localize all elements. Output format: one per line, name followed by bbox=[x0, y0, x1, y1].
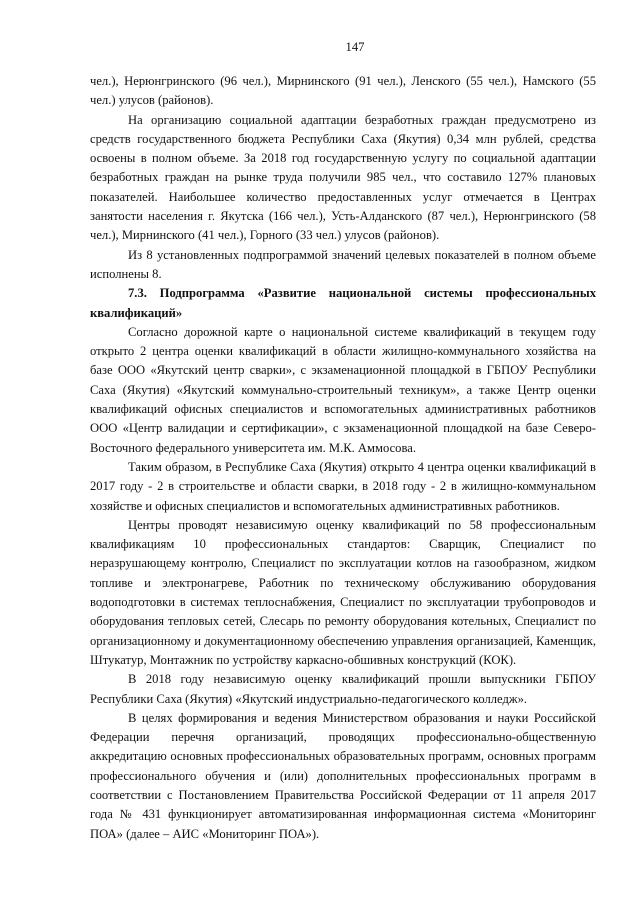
paragraph-continuation: чел.), Нерюнгринского (96 чел.), Мирнинского (91 чел.), Ленского (55 чел.), Намского (55 чел.) улусов (районов). bbox=[90, 74, 596, 108]
paragraph-centers-summary: Таким образом, в Республике Саха (Якутия) открыто 4 центра оценки квалификаций в 2017 году - 2 в строительстве и области сварки, в 2018 году - 2 в жилищно-коммунальном хозяйстве и офисных специалистов и вспомогательных административных работников. bbox=[90, 459, 596, 513]
section-heading: 7.3. Подпрограмма «Развитие национальной системы профессиональных квалификаций» bbox=[90, 286, 596, 320]
paragraph-graduates-assessment: В 2018 году независимую оценку квалификаций прошли выпускники ГБПОУ Республики Саха (Якутия) «Якутский индустриально-педагогического колледж». bbox=[90, 672, 596, 706]
page-number: 147 bbox=[345, 40, 365, 54]
paragraph-targets-fulfilled: Из 8 установленных подпрограммой значений целевых показателей в полном объеме исполнены 8. bbox=[90, 247, 596, 281]
paragraph-qualification-standards: Центры проводят независимую оценку квалификаций по 58 профессиональным квалификациям 10 профессиональных стандартов: Сварщик, Специалист по неразрушающему контролю, Специалист по эксплуатации котлов на газообразном, жидком топливе и электронагреве, Работник по техническому обслуживанию оборудования водоподготовки в системах теплоснабжения, Специалист по эксплуатации трубопроводов и оборудования тепловых сетей, Слесарь по ремонту оборудования котельных, Специалист по организационному и документационному обеспечению управления организацией, Каменщик, Штукатур, Монтажник по устройству каркасно-обшивных конструкций (КОК). bbox=[90, 517, 596, 667]
paragraph-monitoring-system: В целях формирования и ведения Министерством образования и науки Российской Федерации перечня организаций, проводящих профессионально-общественную аккредитацию основных профессиональных образовательных программ, основных программ профессионального обучения и (или) дополнительных профессиональных программ в соответствии с Постановлением Правительства Российской Федерации от 11 апреля 2017 года № 431 функционирует автоматизированная информационная система «Мониторинг ПОА» (далее – АИС «Мониторинг ПОА»). bbox=[90, 710, 596, 841]
paragraph-social-adaptation: На организацию социальной адаптации безработных граждан предусмотрено из средств государственного бюджета Республики Саха (Якутия) 0,34 млн рублей, средства освоены в полном объеме. За 2018 год государственную услугу по социальной адаптации безработных граждан на рынке труда получили 985 чел., что составило 127% плановых показателей. Наибольшее количество предоставленных услуг отмечается в Центрах занятости населения г. Якутска (166 чел.), Усть-Алданского (87 чел.), Нерюнгринского (58 чел.), Мирнинского (41 чел.), Горного (33 чел.) улусов (районов). bbox=[90, 112, 596, 243]
paragraph-qualification-centers: Согласно дорожной карте о национальной системе квалификаций в текущем году открыто 2 центра оценки квалификаций в области жилищно-коммунального хозяйства на базе ООО «Якутский центр сварки», с экзаменационной площадкой в ГБПОУ Республики Саха (Якутия) «Якутский коммунально-строительный техникум», а также Центр оценки квалификаций офисных специалистов и вспомогательных административных работников ООО «Центр валидации и сертификации», с экзаменационной площадкой на базе Северо-Восточного федерального университета им. М.К. Аммосова. bbox=[90, 324, 596, 455]
